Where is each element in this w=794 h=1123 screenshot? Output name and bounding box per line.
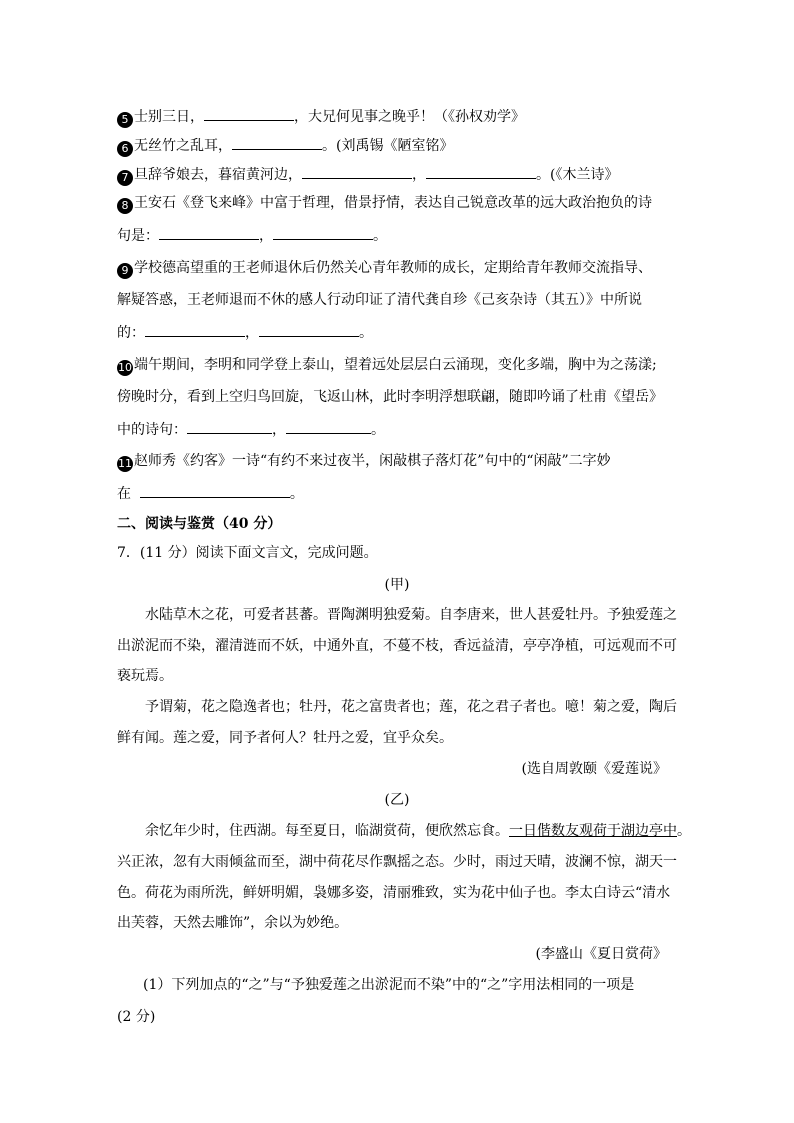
item-7-text-a: 旦辞爷娘去，暮宿黄河边， — [134, 167, 302, 183]
passage-jia-p2-line2: 鲜有闻。莲之爱，同予者何人？牡丹之爱，宜乎众矣。 — [117, 730, 453, 746]
item-number-7: 7 — [117, 170, 133, 186]
item-9-text-a: 学校德高望重的王老师退休后仍然关心青年教师的成长，定期给青年教师交流指导、 — [134, 260, 652, 276]
item-6-text-b: 。(刘禹锡《陋室铭》 — [322, 138, 454, 154]
passage-yi-line1-a: 余忆年少时，住西湖。每至夏日，临湖赏荷，便欣然忘食。 — [145, 823, 509, 839]
item-11-prefix: 在 — [117, 486, 131, 502]
item-10-prefix: 中的诗句： — [117, 422, 187, 438]
sub-question-1-line2: (2 分) — [117, 1009, 156, 1025]
passage-yi-line4: 出芙蓉，天然去雕饰”，余以为妙绝。 — [117, 915, 349, 931]
item-10-sep: ， — [272, 422, 286, 438]
passage-jia-p1-line2: 出淤泥而不染，濯清涟而不妖，中通外直，不蔓不枝，香远益清，亭亭净植，可远观而不可 — [117, 638, 677, 654]
item-11-end: 。 — [289, 486, 304, 502]
item-8-text-a: 王安石《登飞来峰》中富于哲理，借景抒情，表达自己锐意改革的远大政治抱负的诗 — [134, 195, 652, 211]
fill-item-9-line2 — [117, 290, 677, 310]
answer-blank[interactable] — [302, 164, 412, 179]
answer-blank[interactable] — [204, 106, 294, 121]
item-number-10: 10 — [118, 361, 132, 374]
fill-item-7 — [117, 164, 677, 186]
item-6-text-a: 无丝竹之乱耳， — [134, 138, 232, 154]
answer-blank[interactable] — [259, 322, 359, 337]
item-10-end: 。 — [371, 422, 385, 438]
item-8-sep: ， — [259, 228, 273, 244]
underlined-sentence: 一日偕数友观荷于湖边亭中 — [509, 823, 677, 839]
fill-item-10-line3 — [117, 419, 677, 440]
item-7-text-c: 。(《木兰诗》 — [536, 167, 619, 183]
passage-yi-line1-b: 。 — [677, 823, 691, 839]
answer-blank[interactable] — [159, 225, 259, 240]
fill-item-5 — [117, 106, 677, 128]
fill-item-11 — [117, 451, 677, 472]
item-number-9: 9 — [117, 263, 133, 279]
item-number-11: 11 — [118, 457, 132, 470]
fill-item-9-line3 — [117, 322, 677, 343]
passage-jia-title: (甲) — [384, 577, 410, 593]
item-11-text-a: 赵师秀《约客》一诗“有约不来过夜半，闲敲棋子落灯花”句中的“闲敲”二字妙 — [134, 453, 611, 469]
item-9-prefix: 的： — [117, 325, 145, 341]
item-5-text-a: 士别三日， — [134, 109, 204, 125]
item-8-end: 。 — [373, 228, 387, 244]
answer-blank[interactable] — [140, 483, 290, 498]
item-number-6: 6 — [117, 141, 133, 157]
passage-yi-line2: 兴正浓，忽有大雨倾盆而至，湖中荷花尽作飘摇之态。少时，雨过天晴，波澜不惊，湖天一 — [117, 854, 677, 870]
item-number-5: 5 — [117, 112, 133, 128]
answer-blank[interactable] — [187, 419, 272, 434]
fill-item-8 — [117, 193, 677, 214]
answer-blank[interactable] — [286, 419, 371, 434]
passage-jia-p1-line3: 亵玩焉。 — [117, 668, 173, 684]
passage-yi-title: (乙) — [384, 792, 410, 808]
section-heading: 二、阅读与鉴赏（40 分） — [117, 516, 282, 532]
passage-yi-line1 — [117, 821, 691, 841]
item-9-end: 。 — [359, 325, 373, 341]
passage-yi-line3: 色。荷花为雨所洗，鲜妍明媚，袅娜多姿，清丽雅致，实为花中仙子也。李太白诗云“清水 — [117, 885, 671, 901]
fill-item-10-line2 — [117, 387, 677, 407]
passage-yi-source: (李盛山《夏日赏荷》 — [535, 946, 667, 962]
passage-jia-p1-line1: 水陆草木之花，可爱者甚蕃。晋陶渊明独爱菊。自李唐来，世人甚爱牡丹。予独爱莲之 — [145, 607, 677, 623]
item-9-sep: ， — [245, 325, 259, 341]
item-8-prefix: 句是： — [117, 228, 159, 244]
answer-blank[interactable] — [426, 164, 536, 179]
question-7: 7．(11 分）阅读下面文言文，完成问题。 — [117, 545, 378, 561]
item-7-text-b: ， — [412, 167, 426, 183]
passage-jia-source: (选自周敦颐《爱莲说》 — [521, 761, 667, 777]
item-10-text-a: 端午期间，李明和同学登上泰山，望着远处层层白云涌现，变化多端，胸中为之荡漾; — [134, 357, 657, 373]
item-5-text-b: ，大兄何见事之晚乎！（《孙权劝学》 — [294, 109, 525, 125]
sub-question-1-line1: (1）下列加点的“之”与“予独爱莲之出淤泥而不染”中的“之”字用法相同的一项是 — [143, 977, 635, 993]
fill-item-10 — [117, 355, 677, 376]
item-10-text-b: 傍晚时分，看到上空归鸟回旋，飞返山林，此时李明浮想联翩，随即吟诵了杜甫《望岳》 — [117, 389, 663, 405]
answer-blank[interactable] — [232, 135, 322, 150]
fill-item-11-line2 — [117, 483, 677, 504]
fill-item-9 — [117, 258, 677, 279]
item-9-text-b: 解疑答惑，王老师退而不休的感人行动印证了清代龚自珍《己亥杂诗（其五）》中所说 — [117, 292, 642, 308]
fill-item-8-line2 — [117, 225, 677, 246]
answer-blank[interactable] — [145, 322, 245, 337]
fill-item-6 — [117, 135, 677, 157]
answer-blank[interactable] — [273, 225, 373, 240]
passage-jia-p2-line1: 予谓菊，花之隐逸者也；牡丹，花之富贵者也；莲，花之君子者也。噫！菊之爱，陶后 — [145, 699, 677, 715]
item-number-8: 8 — [117, 198, 133, 214]
